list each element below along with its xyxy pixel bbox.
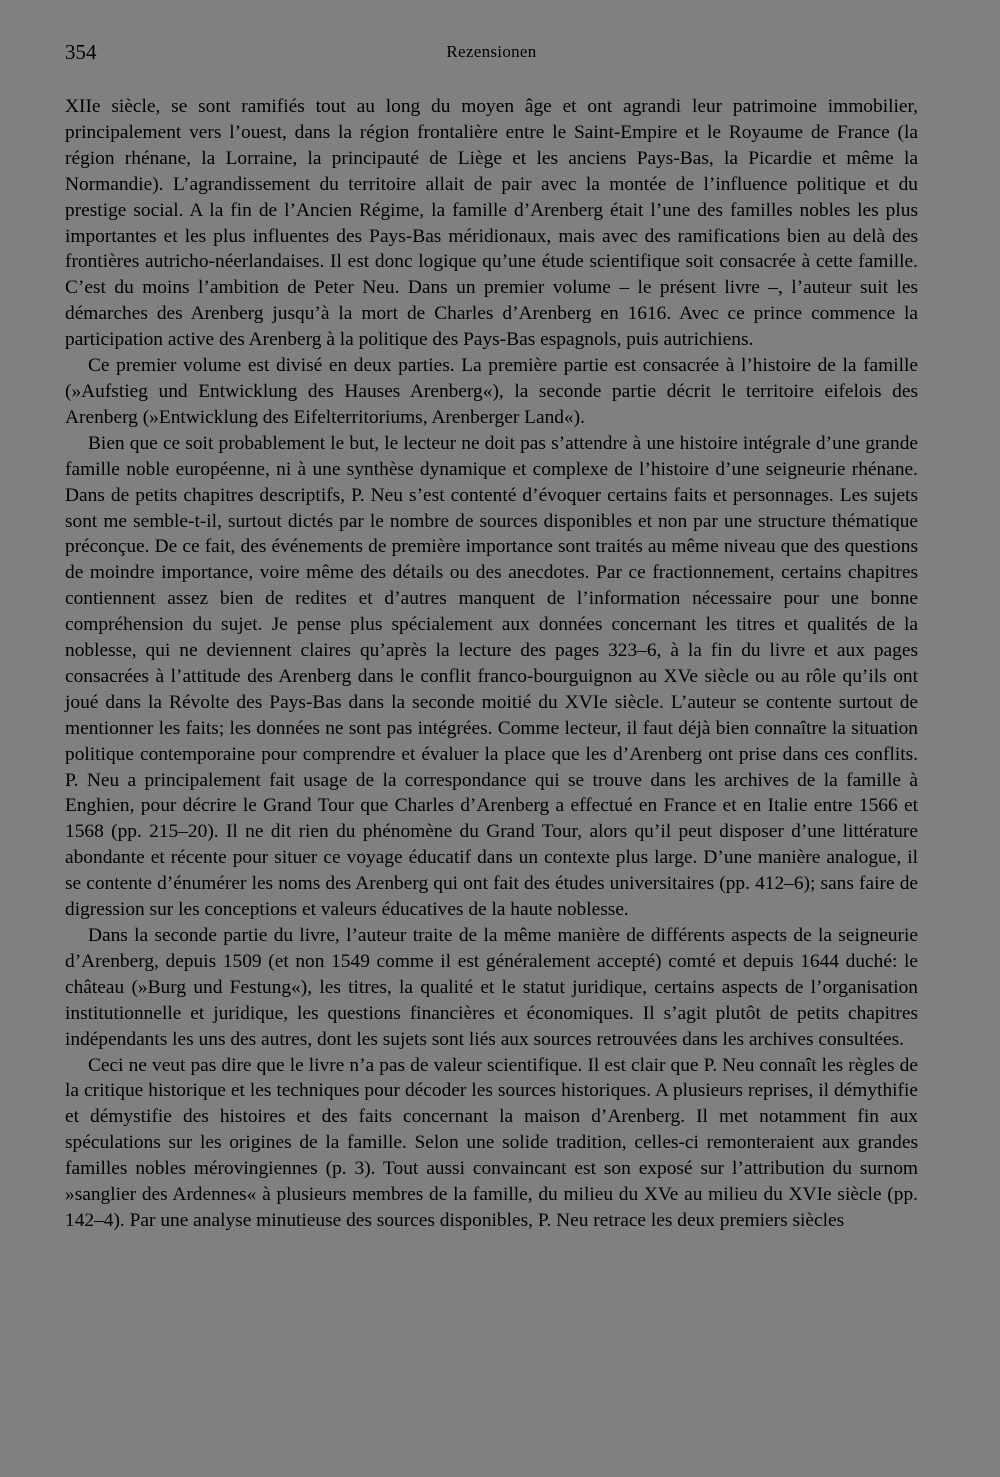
paragraph (65, 353, 918, 431)
page-header (65, 40, 918, 68)
paragraph-text: Ceci ne veut pas dire que le livre n’a pas de valeur scientifique. Il est clair que P. Neu connaît les règles de la critique historique et les techniques pour décoder les sources historiques. A plusieurs reprises, il démythifie et démystifie des histoires et des faits concernant la maison d’Arenberg. Il met notamment fin aux spéculations sur les origines de la famille. Selon une solide tradition, celles-ci remonteraient aux grandes familles nobles mérovingiennes (p. 3). Tout aussi convaincant est son exposé sur l’attribution du surnom »sanglier des Ardennes« à plusieurs membres de la famille, du milieu du XVe au milieu du XVIe siècle (pp. 142–4). Par une analyse minutieuse des sources disponibles, P. Neu retrace les deux premiers siècles (65, 1054, 918, 1231)
paragraph-text: XIIe siècle, se sont ramifiés tout au long du moyen âge et ont agrandi leur patrimoine immobilier, principalement vers l’ouest, dans la région frontalière entre le Saint-Empire et le Royaume de France (la région rhénane, la Lorraine, la principauté de Liège et les anciens Pays-Bas, la Picardie et même la Normandie). L’agrandissement du territoire allait de pair avec la montée de l’influence politique et du prestige social. A la fin de l’Ancien Régime, la famille d’Arenberg était l’une des familles nobles les plus importantes et les plus influentes des Pays-Bas méridionaux, mais avec des ramifications bien au delà des frontières autricho-néerlandaises. Il est donc logique qu’une étude scientifique soit consacrée à cette famille. C’est du moins l’ambition de Peter Neu. Dans un premier volume – le présent livre –, l’auteur suit les démarches des Arenberg jusqu’à la mort de Charles d’Arenberg en 1616. Avec ce prince commence la participation active des Arenberg à la politique des Pays-Bas espagnols, puis autrichiens. (65, 96, 918, 351)
running-head: Rezensionen (446, 42, 537, 61)
paragraph (65, 431, 918, 923)
paragraph-text: Dans la seconde partie du livre, l’auteur traite de la même manière de différents aspects de la seigneurie d’Arenberg, depuis 1509 (et non 1549 comme il est généralement accepté) comté et depuis 1644 duché: le château (»Burg und Festung«), les titres, la qualité et le statut juridique, certains aspects de l’organisation institutionnelle et juridique, les questions financières et économiques. Il s’agit plutôt de petits chapitres indépendants les uns des autres, dont les sujets sont liés aux sources retrouvées dans les archives consultées. (65, 925, 918, 1050)
paragraph-text: Ce premier volume est divisé en deux parties. La première partie est consacrée à l’histoire de la famille (»Aufstieg und Entwicklung des Hauses Arenberg«), la seconde partie décrit le territoire eifelois des Arenberg (»Entwicklung des Eifelterritoriums, Arenberger Land«). (65, 355, 918, 428)
paragraph-text: Bien que ce soit probablement le but, le lecteur ne doit pas s’attendre à une histoire intégrale d’une grande famille noble européenne, ni à une synthèse dynamique et complexe de l’histoire d’une seigneurie rhénane. Dans de petits chapitres descriptifs, P. Neu s’est contenté d’évoquer certains faits et personnages. Les sujets sont me semble-t-il, surtout dictés par le nombre de sources disponibles et non par une structure thématique préconçue. De ce fait, des événements de première importance sont traités au même niveau que des questions de moindre importance, voire même des détails ou des anecdotes. Par ce fractionnement, certains chapitres contiennent assez bien de redites et d’autres manquent de l’information nécessaire pour une bonne compréhension du sujet. Je pense plus spécialement aux données concernant les titres et qualités de la noblesse, qui ne deviennent claires qu’après la lecture des pages 323–6, à la fin du livre et aux pages consacrées à l’attitude des Arenberg dans le conflit franco-bourguignon au XVe siècle ou au rôle qu’ils ont joué dans la Révolte des Pays-Bas dans la seconde moitié du XVIe siècle. L’auteur se contente surtout de mentionner les faits; les données ne sont pas intégrées. Comme lecteur, il faut déjà bien connaître la situation politique contemporaine pour comprendre et évaluer la place que les d’Arenberg ont prise dans ces conflits. P. Neu a principalement fait usage de la correspondance qui se trouve dans les archives de la famille à Enghien, pour décrire le Grand Tour que Charles d’Arenberg a effectué en France et en Italie entre 1566 et 1568 (pp. 215–20). Il ne dit rien du phénomène du Grand Tour, alors qu’il peut disposer d’une littérature abondante et récente pour situer ce voyage éducatif dans un contexte plus large. D’une manière analogue, il se contente d’énumérer les noms des Arenberg qui ont fait des études universitaires (pp. 412–6); sans faire de digression sur les conceptions et valeurs éducatives de la haute noblesse. (65, 432, 918, 921)
page-number: 354 (65, 40, 97, 64)
paragraph (65, 94, 918, 353)
paragraph (65, 1053, 918, 1234)
paragraph (65, 923, 918, 1053)
body-text (65, 94, 918, 1234)
